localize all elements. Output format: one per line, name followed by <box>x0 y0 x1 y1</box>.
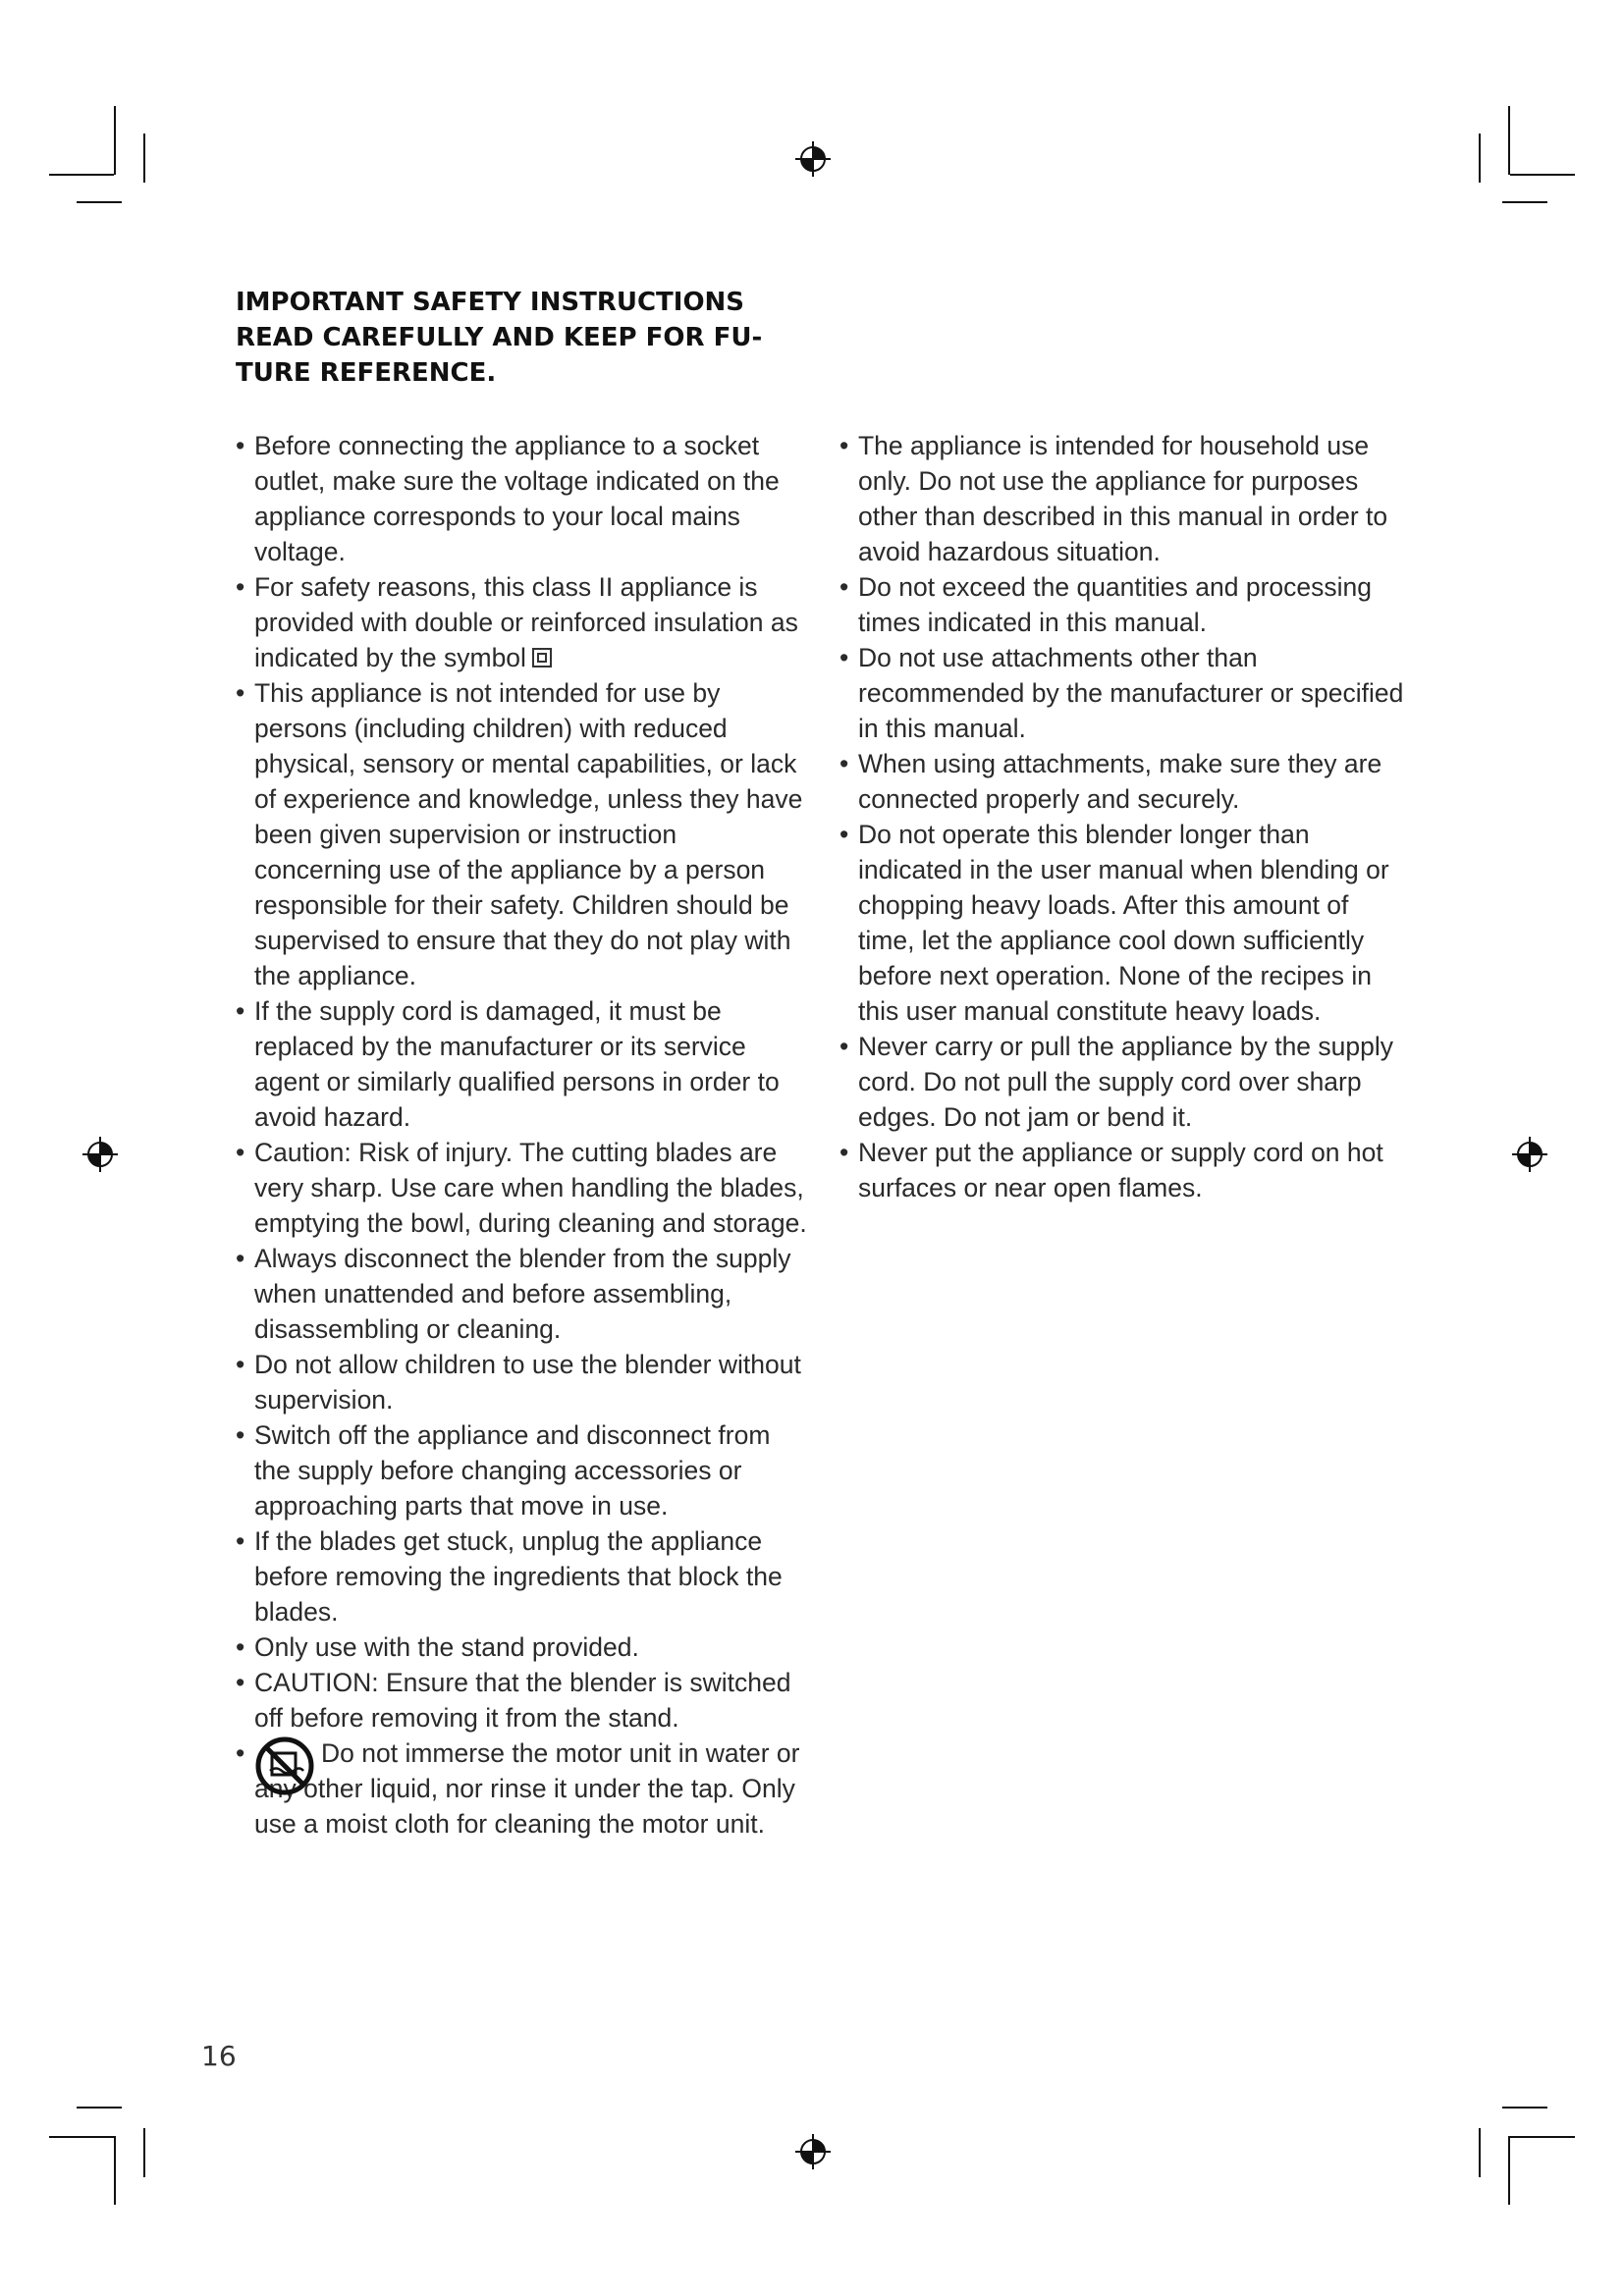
instruction-item: • If the supply cord is damaged, it must be replaced by the manufacturer or its service agent or similarly qualified persons in order to avoid hazard. <box>236 993 810 1135</box>
instruction-item: • Never carry or pull the appliance by the supply cord. Do not pull the supply cord over sharp edges. Do not jam or bend it. <box>839 1029 1404 1135</box>
instruction-item: • Do not operate this blender longer than indicated in the user manual when blending or chopping heavy loads. After this amount of time, let the appliance cool down sufficiently before next operation. None of the recipes in this user manual constitute heavy loads. <box>839 817 1404 1029</box>
instruction-item: • CAUTION: Ensure that the blender is switched off before removing it from the stand. <box>236 1665 810 1735</box>
heading-line: TURE REFERENCE. <box>236 358 497 388</box>
instruction-item: • Do not allow children to use the blender without supervision. <box>236 1347 810 1417</box>
instruction-item: • Switch off the appliance and disconnect from the supply before changing accessories or approaching parts that move in use. <box>236 1417 810 1523</box>
instruction-item: • Never put the appliance or supply cord on hot surfaces or near open flames. <box>839 1135 1404 1205</box>
instruction-item: • Only use with the stand provided. <box>236 1629 810 1665</box>
instruction-item: • When using attachments, make sure they are connected properly and securely. <box>839 746 1404 817</box>
instruction-item: • If the blades get stuck, unplug the appliance before removing the ingredients that block the blades. <box>236 1523 810 1629</box>
instruction-item: • The appliance is intended for household use only. Do not use the appliance for purposes other than described in this manual in order to avoid hazardous situation. <box>839 428 1404 569</box>
safety-heading <box>236 285 785 391</box>
right-instruction-list <box>839 428 1404 1205</box>
do-not-immerse-icon <box>254 1735 315 1796</box>
instruction-item: • Do not exceed the quantities and processing times indicated in this manual. <box>839 569 1404 640</box>
registration-mark-icon <box>82 1137 118 1172</box>
left-instruction-list <box>236 428 810 1842</box>
instruction-item: • Do not use attachments other than recommended by the manufacturer or specified in this manual. <box>839 640 1404 746</box>
instruction-item: • Caution: Risk of injury. The cutting blades are very sharp. Use care when handling the blades, emptying the bowl, during cleaning and storage. <box>236 1135 810 1241</box>
instruction-item <box>236 569 810 675</box>
instruction-text: For safety reasons, this class II appliance is provided with double or reinforced insulation as indicated by the symbol <box>254 572 798 672</box>
registration-mark-icon <box>795 2134 831 2169</box>
instruction-item: • This appliance is not intended for use by persons (including children) with reduced physical, sensory or mental capabilities, or lack of experience and knowledge, unless they have been given supervision or instruction concerning use of the appliance by a person responsible for their safety. Children should be supervised to ensure that they do not play with the appliance. <box>236 675 810 993</box>
page-number: 16 <box>201 2040 237 2072</box>
instruction-item <box>236 1735 810 1842</box>
heading-line: IMPORTANT SAFETY INSTRUCTIONS <box>236 288 745 317</box>
heading-line: READ CAREFULLY AND KEEP FOR FU- <box>236 323 763 352</box>
instruction-item: • Before connecting the appliance to a socket outlet, make sure the voltage indicated on the appliance corresponds to your local mains voltage. <box>236 428 810 569</box>
registration-mark-icon <box>1512 1137 1547 1172</box>
registration-mark-icon <box>795 141 831 177</box>
class-ii-double-insulation-icon <box>532 648 552 667</box>
instruction-text: Do not immerse the motor unit in water or any other liquid, nor rinse it under the tap. Only use a moist cloth for cleaning the motor unit. <box>254 1738 800 1839</box>
instruction-item: • Always disconnect the blender from the supply when unattended and before assembling, disassembling or cleaning. <box>236 1241 810 1347</box>
